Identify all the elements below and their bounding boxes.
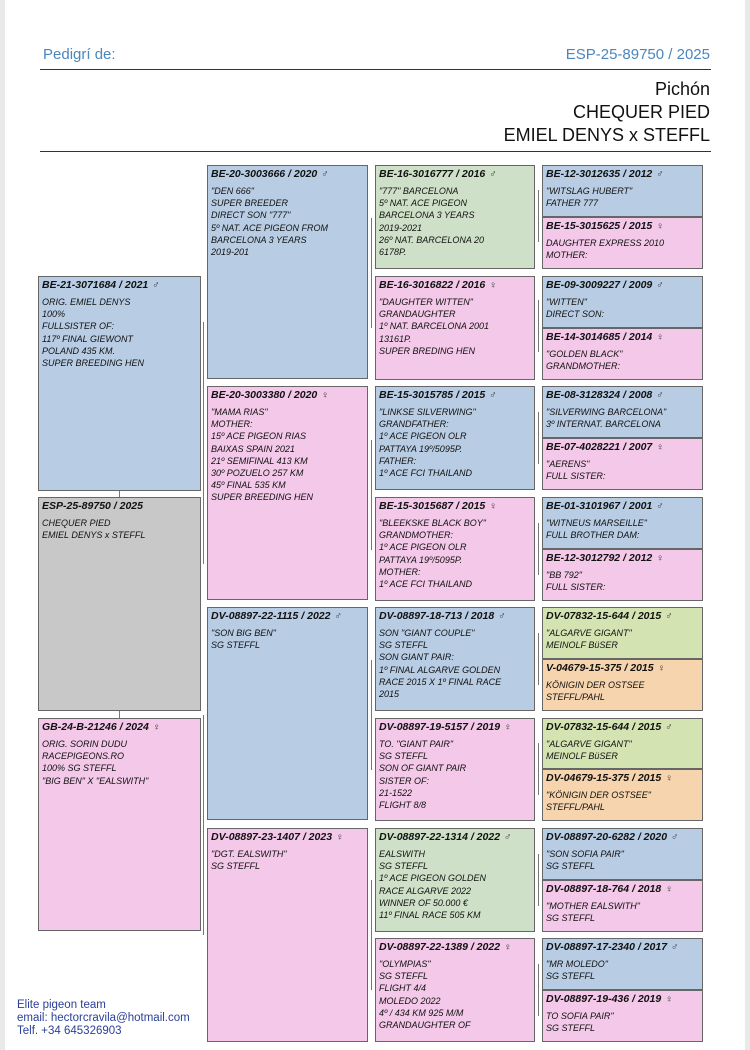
- female-icon: ♀: [657, 663, 666, 674]
- female-icon: ♀: [665, 994, 673, 1005]
- dam-box: [38, 718, 201, 931]
- bird-note-line: "MOTHER EALSWITH": [546, 901, 640, 911]
- bird-ring-id: [546, 993, 699, 1006]
- bird-note-line: 13161P.: [379, 333, 412, 344]
- ring-id-text: DV-08897-18-713 / 2018: [379, 610, 495, 622]
- gg-box-6: [542, 438, 703, 490]
- gg-box-16: [542, 990, 703, 1042]
- bird-notes: [546, 406, 699, 430]
- ring-id-text: BE-16-3016822 / 2016: [379, 279, 486, 291]
- bird-notes: [379, 738, 531, 811]
- bird-note-line: "KÖNIGIN DER OSTSEE": [546, 790, 651, 800]
- bird-note-line: STEFFL/PAHL: [546, 692, 605, 703]
- bird-notes: [379, 517, 531, 590]
- bird-note-line: SG STEFFL: [546, 971, 596, 982]
- ss-sire-box: [375, 165, 535, 269]
- bird-color: CHEQUER PIED: [572, 102, 710, 122]
- bird-note-line: BARCELONA 3 YEARS: [379, 210, 475, 221]
- bird-ring-id: [211, 610, 364, 623]
- female-icon: ♀: [489, 280, 497, 291]
- male-icon: ♂: [489, 390, 497, 401]
- bird-note-line: MOTHER:: [379, 566, 421, 577]
- bird-note-line: RACE 2015 X 1º FINAL RACE: [379, 676, 502, 687]
- bird-note-line: "WITNEUS MARSEILLE": [546, 518, 647, 528]
- bird-notes: [546, 569, 699, 593]
- bird-note-line: "777" BARCELONA: [379, 186, 459, 196]
- bird-note-line: 21º SEMIFINAL 413 KM: [211, 455, 308, 466]
- bird-note-line: SG STEFFL: [379, 861, 429, 872]
- bird-note-line: POLAND 435 KM.: [42, 345, 116, 356]
- bird-type: Pichón: [654, 79, 710, 99]
- male-icon: ♂: [665, 722, 673, 733]
- bird-notes: [546, 517, 699, 541]
- ring-id-text: BE-15-3015785 / 2015: [379, 389, 486, 401]
- bird-note-line: FATHER 777: [546, 198, 599, 209]
- bird-note-line: 2019-2021: [379, 222, 423, 233]
- bird-notes: [379, 848, 531, 921]
- ring-id-text: DV-08897-23-1407 / 2023: [211, 831, 333, 843]
- bird-notes: [546, 185, 699, 209]
- bird-note-line: "DGT. EALSWITH": [211, 849, 287, 859]
- bird-note-line: ORIG. SORIN DUDU: [42, 739, 128, 749]
- bird-note-line: SG STEFFL: [546, 861, 596, 872]
- bird-note-line: SUPER BREEDING HEN: [42, 358, 145, 369]
- gg-box-14: [542, 880, 703, 932]
- bird-note-line: SON GIANT PAIR:: [379, 652, 454, 663]
- gg-box-3: [542, 276, 703, 328]
- bird-note-line: DAUGHTER EXPRESS 2010: [546, 238, 665, 248]
- bird-note-line: SG STEFFL: [546, 1023, 596, 1034]
- ring-id-text: DV-08897-20-6282 / 2020: [546, 831, 668, 843]
- bird-note-line: TO. "GIANT PAIR": [379, 739, 454, 749]
- ring-id-text: BE-14-3014685 / 2014: [546, 331, 653, 343]
- bird-note-line: SON OF GIANT PAIR: [379, 763, 467, 774]
- subject-box: [38, 497, 201, 711]
- bird-note-line: 117º FINAL GIEWONT: [42, 333, 133, 344]
- bird-note-line: 5º NAT. ACE PIGEON FROM: [211, 222, 328, 233]
- ds-sire-box: [375, 607, 535, 711]
- bird-ring-id: [379, 941, 531, 954]
- connector-ds-parents: [371, 660, 372, 770]
- bird-notes: [379, 296, 531, 357]
- gg-box-10: [542, 659, 703, 711]
- bird-note-line: KÖNIGIN DER OSTSEE: [546, 680, 645, 690]
- bird-note-line: "SON BIG BEN": [211, 628, 276, 638]
- sire-box: [38, 276, 201, 491]
- dam-sire-box: [207, 607, 368, 820]
- bird-ring-id: [379, 721, 531, 734]
- bird-note-line: CHEQUER PIED: [42, 518, 111, 528]
- bird-ring-id: [546, 500, 699, 513]
- bird-notes: [42, 738, 197, 787]
- bird-note-line: "WITSLAG HUBERT": [546, 186, 633, 196]
- bird-notes: [546, 900, 699, 924]
- gg-box-4: [542, 328, 703, 380]
- bird-ring-id: [546, 662, 699, 675]
- bird-note-line: 6178P.: [379, 247, 407, 258]
- bird-note-line: SUPER BREDING HEN: [379, 345, 476, 356]
- female-icon: ♀: [656, 442, 664, 453]
- connector-g-4: [538, 523, 539, 575]
- bird-note-line: FLIGHT 8/8: [379, 800, 427, 811]
- ring-id-text: BE-21-3071684 / 2021: [42, 279, 149, 291]
- sire-dam-box: [207, 386, 368, 600]
- bird-note-line: "GOLDEN BLACK": [546, 349, 623, 359]
- ring-id-text: BE-01-3101967 / 2001: [546, 500, 653, 512]
- bird-ring-id: [546, 941, 699, 954]
- bird-note-line: MEINOLF BüSER: [546, 640, 618, 651]
- ring-id-text: BE-12-3012792 / 2012: [546, 552, 653, 564]
- gg-box-5: [542, 386, 703, 438]
- bird-note-line: 26º NAT. BARCELONA 20: [379, 234, 484, 245]
- bird-note-line: BARCELONA 3 YEARS: [211, 234, 307, 245]
- bird-ring-id: [379, 500, 531, 513]
- bird-note-line: EALSWITH: [379, 849, 426, 859]
- gg-box-15: [542, 938, 703, 990]
- bird-ring-id: [546, 721, 699, 734]
- bird-note-line: PATTAYA 19º/5095P.: [379, 554, 463, 565]
- bird-notes: [211, 406, 364, 504]
- male-icon: ♂: [671, 832, 679, 843]
- ring-id-text: ESP-25-89750 / 2025: [42, 500, 143, 512]
- female-icon: ♀: [504, 722, 512, 733]
- bird-note-line: SG STEFFL: [379, 751, 429, 762]
- bird-note-line: "MR MOLEDO": [546, 959, 608, 969]
- male-icon: ♂: [656, 501, 664, 512]
- bird-ring-id: [379, 831, 531, 844]
- ring-id-text: BE-20-3003666 / 2020: [211, 168, 318, 180]
- bird-ring-id: [211, 389, 364, 402]
- bird-ring-id: [42, 279, 197, 292]
- male-icon: ♂: [321, 169, 329, 180]
- female-icon: ♀: [336, 832, 344, 843]
- bird-note-line: MOLEDO 2022: [379, 995, 441, 1006]
- connector-g-1: [538, 190, 539, 242]
- bird-note-line: GRANDMOTHER:: [379, 530, 453, 541]
- bird-note-line: 21-1522: [379, 787, 413, 798]
- bird-note-line: DIRECT SON:: [546, 309, 605, 320]
- bird-note-line: "MAMA RIAS": [211, 407, 268, 417]
- bird-note-line: SUPER BREEDING HEN: [211, 492, 314, 503]
- sd-sire-box: [375, 386, 535, 490]
- bird-note-line: "SON SOFIA PAIR": [546, 849, 624, 859]
- ring-id-text: DV-08897-17-2340 / 2017: [546, 941, 668, 953]
- connector-g-2: [538, 300, 539, 352]
- connector-ss-parents: [371, 218, 372, 328]
- ring-id-text: DV-08897-22-1314 / 2022: [379, 831, 501, 843]
- bird-ring-id: [546, 610, 699, 623]
- bird-note-line: 4º / 434 KM 925 M/M: [379, 1007, 464, 1018]
- bird-note-line: RACE ALGARVE 2022: [379, 885, 472, 896]
- ring-id-text: BE-08-3128324 / 2008: [546, 389, 653, 401]
- ring-id-text: BE-16-3016777 / 2016: [379, 168, 486, 180]
- bird-note-line: 1º ACE FCI THAILAND: [379, 468, 472, 479]
- bird-note-line: FLIGHT 4/4: [379, 983, 427, 994]
- contact-phone: Telf. +34 645326903: [17, 1025, 122, 1037]
- bird-note-line: SG STEFFL: [379, 640, 429, 651]
- bird-note-line: BAIXAS SPAIN 2021: [211, 443, 295, 454]
- bird-note-line: MOTHER:: [211, 419, 253, 430]
- bird-ring-id: [211, 831, 364, 844]
- bird-note-line: FULL BROTHER DAM:: [546, 530, 640, 541]
- gg-box-12: [542, 769, 703, 821]
- male-icon: ♂: [656, 169, 664, 180]
- bird-note-line: 2019-201: [211, 247, 250, 258]
- bird-note-line: 11º FINAL RACE 505 KM: [379, 910, 481, 921]
- contact-footer: [17, 999, 190, 1038]
- bird-note-line: TO SOFIA PAIR": [546, 1011, 614, 1021]
- sd-dam-box: [375, 497, 535, 601]
- bird-ring-id: [546, 220, 699, 233]
- pedigree-page: [5, 0, 745, 1050]
- male-icon: ♂: [656, 390, 664, 401]
- female-icon: ♀: [489, 501, 497, 512]
- bird-notes: [379, 406, 531, 479]
- bird-notes: [379, 627, 531, 700]
- ring-id-text: BE-07-4028221 / 2007: [546, 441, 653, 453]
- bird-note-line: 100%: [42, 309, 66, 320]
- gg-box-1: [542, 165, 703, 217]
- bird-note-line: 45º FINAL 535 KM: [211, 480, 286, 491]
- bird-ring-id: [546, 168, 699, 181]
- bird-note-line: "WITTEN": [546, 297, 587, 307]
- ss-dam-box: [375, 276, 535, 380]
- bird-note-line: FULL SISTER:: [546, 582, 606, 593]
- bird-note-line: SG STEFFL: [211, 640, 261, 651]
- ring-id-text: BE-20-3003380 / 2020: [211, 389, 318, 401]
- bird-ring-id: [546, 441, 699, 454]
- bird-note-line: 1º ACE PIGEON GOLDEN: [379, 873, 486, 884]
- bird-note-line: 3º INTERNAT. BARCELONA: [546, 419, 661, 430]
- bird-note-line: STEFFL/PAHL: [546, 802, 605, 813]
- connector-sd-parents: [371, 440, 372, 550]
- bird-ring-id: [546, 883, 699, 896]
- bird-note-line: GRANDFATHER:: [379, 419, 449, 430]
- ring-id-text: BE-09-3009227 / 2009: [546, 279, 653, 291]
- bird-note-line: 1º ACE PIGEON OLR: [379, 542, 467, 553]
- bird-notes: [42, 517, 197, 541]
- bird-note-line: "BIG BEN" X "EALSWITH": [42, 775, 149, 786]
- bird-note-line: "SILVERWING BARCELONA": [546, 407, 667, 417]
- ring-id-text: V-04679-15-375 / 2015: [546, 662, 654, 674]
- female-icon: ♀: [656, 553, 664, 564]
- bird-notes: [546, 738, 699, 762]
- ring-id-text: DV-08897-22-1389 / 2022: [379, 941, 501, 953]
- connector-self-dam: [119, 711, 120, 718]
- bird-note-line: "ALGARVE GIGANT": [546, 628, 632, 638]
- gg-box-8: [542, 549, 703, 601]
- ring-id-text: BE-15-3015625 / 2015: [546, 220, 653, 232]
- bird-notes: [546, 679, 699, 703]
- bird-ring-id: [42, 721, 197, 734]
- connector-g-3: [538, 412, 539, 464]
- ring-id-text: BE-15-3015687 / 2015: [379, 500, 486, 512]
- bird-note-line: 30º POZUELO 257 KM: [211, 468, 304, 479]
- bird-note-line: "OLYMPIAS": [379, 959, 431, 969]
- bird-note-line: ORIG. EMIEL DENYS: [42, 297, 131, 307]
- bird-note-line: 100% SG STEFFL: [42, 763, 117, 774]
- bird-note-line: RACEPIGEONS.RO: [42, 751, 125, 762]
- male-icon: ♂: [656, 280, 664, 291]
- ring-id-text: DV-08897-19-436 / 2019: [546, 993, 662, 1005]
- bird-notes: [546, 627, 699, 651]
- bird-note-line: PATTAYA 19º/5095P.: [379, 443, 463, 454]
- bird-note-line: GRANDAUGHTER OF: [379, 1020, 471, 1031]
- female-icon: ♀: [656, 332, 664, 343]
- female-icon: ♀: [504, 942, 512, 953]
- bird-note-line: "ALGARVE GIGANT": [546, 739, 632, 749]
- pedigree-label: Pedigrí de:: [43, 46, 116, 63]
- ring-id-text: DV-08897-19-5157 / 2019: [379, 721, 501, 733]
- bird-note-line: FULLSISTER OF:: [42, 321, 115, 332]
- gg-box-11: [542, 718, 703, 769]
- ring-id-text: GB-24-B-21246 / 2024: [42, 721, 149, 733]
- team-name: Elite pigeon team: [17, 999, 106, 1011]
- ring-id-text: DV-07832-15-644 / 2015: [546, 721, 662, 733]
- bird-note-line: 1º NAT. BARCELONA 2001: [379, 321, 490, 332]
- bird-note-line: SG STEFFL: [211, 861, 261, 872]
- male-icon: ♂: [671, 942, 679, 953]
- bird-note-line: SUPER BREEDER: [211, 198, 289, 209]
- ring-id-text: DV-07832-15-644 / 2015: [546, 610, 662, 622]
- bird-notes: [546, 789, 699, 813]
- bird-notes: [546, 458, 699, 482]
- bird-note-line: DIRECT SON "777": [211, 210, 291, 221]
- bird-note-line: 2015: [379, 689, 400, 700]
- bird-notes: [546, 1010, 699, 1034]
- female-icon: ♀: [321, 390, 329, 401]
- bird-notes: [546, 296, 699, 320]
- bird-notes: [546, 237, 699, 261]
- dd-dam-box: [375, 938, 535, 1042]
- ring-id-text: DV-04679-15-375 / 2015: [546, 772, 662, 784]
- bird-notes: [211, 185, 364, 258]
- bird-ring-id: [546, 772, 699, 785]
- bird-notes: [546, 848, 699, 872]
- male-icon: ♂: [334, 611, 342, 622]
- bird-note-line: SG STEFFL: [546, 913, 596, 924]
- bird-notes: [546, 348, 699, 372]
- bird-notes: [379, 958, 531, 1031]
- bird-ring-id: [42, 500, 197, 513]
- contact-email: email: hectorcravila@hotmail.com: [17, 1012, 190, 1024]
- bird-note-line: 15º ACE PIGEON RIAS: [211, 431, 306, 442]
- connector-dam-parents: [203, 715, 204, 935]
- gg-box-7: [542, 497, 703, 549]
- bird-note-line: "BLEEKSKE BLACK BOY": [379, 518, 486, 528]
- bird-note-line: GRANDAUGHTER: [379, 309, 456, 320]
- dd-sire-box: [375, 828, 535, 932]
- female-icon: ♀: [656, 221, 664, 232]
- bird-note-line: GRANDMOTHER:: [546, 361, 620, 372]
- bird-ring-id: [546, 331, 699, 344]
- bird-note-line: FATHER:: [379, 455, 417, 466]
- bird-note-line: SISTER OF:: [379, 775, 430, 786]
- bird-ring-id: [379, 279, 531, 292]
- ds-dam-box: [375, 718, 535, 821]
- bird-notes: [211, 848, 364, 872]
- bird-note-line: 1º ACE PIGEON OLR: [379, 431, 467, 442]
- bird-note-line: FULL SISTER:: [546, 471, 606, 482]
- bird-note-line: MOTHER:: [546, 250, 588, 261]
- bird-notes: [379, 185, 531, 258]
- bird-note-line: "DEN 666": [211, 186, 254, 196]
- bird-note-line: "DAUGHTER WITTEN": [379, 297, 473, 307]
- bird-ring-id: [379, 168, 531, 181]
- bird-note-line: SON "GIANT COUPLE": [379, 628, 475, 638]
- ring-number: ESP-25-89750 / 2025: [565, 46, 710, 63]
- gg-box-9: [542, 607, 703, 659]
- bird-ring-id: [546, 831, 699, 844]
- bird-strain: EMIEL DENYS x STEFFL: [503, 125, 710, 145]
- connector-g-6: [538, 743, 539, 795]
- bird-notes: [42, 296, 197, 369]
- bird-note-line: SG STEFFL: [379, 971, 429, 982]
- connector-sire-parents: [203, 322, 204, 564]
- header-divider: [40, 69, 711, 70]
- male-icon: ♂: [504, 832, 512, 843]
- bird-ring-id: [211, 168, 364, 181]
- female-icon: ♀: [152, 722, 161, 733]
- bird-note-line: MEINOLF BüSER: [546, 751, 618, 762]
- male-icon: ♂: [665, 611, 673, 622]
- bird-note-line: "LINKSE SILVERWING": [379, 407, 476, 417]
- bird-ring-id: [546, 279, 699, 292]
- bird-ring-id: [379, 389, 531, 402]
- title-divider: [40, 151, 711, 152]
- dam-dam-box: [207, 828, 368, 1042]
- bird-note-line: EMIEL DENYS x STEFFL: [42, 530, 146, 541]
- bird-ring-id: [546, 552, 699, 565]
- connector-g-7: [538, 854, 539, 906]
- ring-id-text: DV-08897-22-1115 / 2022: [211, 610, 331, 622]
- gg-box-13: [542, 828, 703, 880]
- bird-note-line: 1º FINAL ALGARVE GOLDEN: [379, 664, 501, 675]
- bird-note-line: 5º NAT. ACE PIGEON: [379, 198, 467, 209]
- male-icon: ♂: [152, 280, 160, 291]
- bird-ring-id: [546, 389, 699, 402]
- male-icon: ♂: [498, 611, 506, 622]
- connector-g-8: [538, 964, 539, 1016]
- male-icon: ♂: [489, 169, 497, 180]
- bird-ring-id: [379, 610, 531, 623]
- bird-note-line: "AERENS": [546, 459, 590, 469]
- gg-box-2: [542, 217, 703, 269]
- ring-id-text: DV-08897-18-764 / 2018: [546, 883, 662, 895]
- bird-notes: [211, 627, 364, 651]
- ring-id-text: BE-12-3012635 / 2012: [546, 168, 653, 180]
- female-icon: ♀: [665, 773, 673, 784]
- connector-g-5: [538, 633, 539, 685]
- bird-notes: [546, 958, 699, 982]
- connector-dd-parents: [371, 880, 372, 990]
- bird-note-line: 1º ACE FCI THAILAND: [379, 579, 472, 590]
- female-icon: ♀: [665, 884, 673, 895]
- bird-note-line: "BB 792": [546, 570, 582, 580]
- bird-note-line: WINNER OF 50.000 €: [379, 897, 468, 908]
- sire-sire-box: [207, 165, 368, 379]
